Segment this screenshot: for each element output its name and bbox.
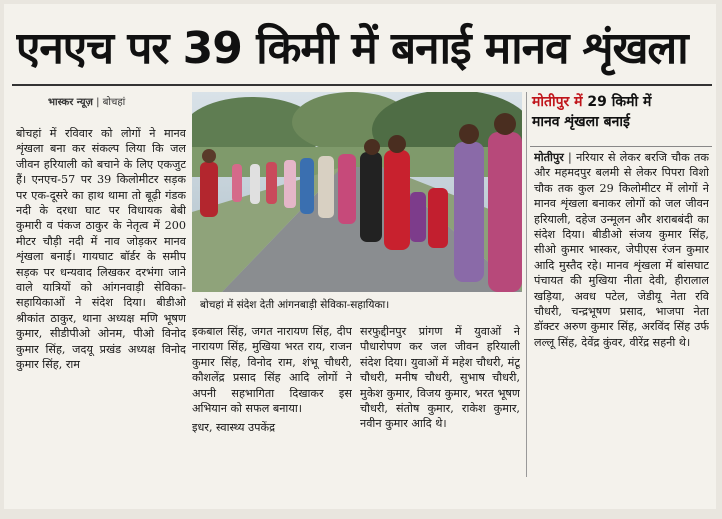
column-2-tail: इधर, स्वास्थ्य उपकेंद्र <box>192 421 276 435</box>
news-photo <box>192 92 522 292</box>
sidebar-title-red: मोतीपुर में <box>532 94 583 110</box>
column-divider <box>526 92 527 477</box>
human-chain-photo <box>192 92 522 292</box>
byline <box>48 94 125 108</box>
byline-separator: | <box>96 97 100 108</box>
sidebar-title-part2: मानव शृंखला बनाई <box>532 114 630 130</box>
newspaper-clipping <box>4 4 716 509</box>
column-2-text: इकबाल सिंह, जगत नारायण सिंह, दीप नारायण सिंह, मुखिया भरत राय, राजन कुमार सिंह, विनोद राम, शंभू चौधरी, कौशलेंद्र प्रसाद सिंह आदि लोगों ने अपनी सहभागिता दिखाकर इस अभियान को सफल बनाया। <box>192 325 352 416</box>
photo-caption: बोचहां में संदेश देती आंगनबाड़ी सेविका-सहायिका। <box>200 299 390 311</box>
article-column-2 <box>192 324 352 474</box>
headline-rule <box>12 84 712 86</box>
byline-source: भास्कर न्यूज़ <box>48 97 93 108</box>
sidebar-title-part1: 29 किमी में <box>587 94 652 110</box>
column-3-text: सरफुद्दीनपुर प्रांगण में युवाओं ने पौधारोपण कर जल जीवन हरियाली संदेश दिया। युवाओं में महेश चौधरी, मंटू चौधरी, मनीष चौधरी, सुभाष चौधरी, मुकेश कुमार, विजय कुमार, भरत भूषण चौधरी, संतोष कुमार, राकेश कुमार, नवीन कुमार आदि थे। <box>360 325 520 431</box>
article-column-3 <box>360 324 520 474</box>
sidebar-text <box>534 150 709 350</box>
article-column-1 <box>16 126 186 466</box>
column-1-text: बोचहां में रविवार को लोगों ने मानव शृंखला बना कर संकल्प लिया कि जल जीवन हरियाली को बचाने के लिए एकजुट हैं। एनएच-57 पर 39 किलोमीटर सड़क पर एक-दूसरे का हाथ थामा तो बूढ़ी गंडक नदी के दरधा घाट पर विधायक बेबी कुमारी व पंकज ठाकुर के नेतृत्व में 200 मीटर चौड़ी नदी में नाव जोड़कर मानव शृंखला बनाई। गायघाट बॉर्डर के समीप सड़क पर धन्यवाद लिखकर दरभंगा जाने वाले यात्रियों को आंगनवाड़ी सेविका-सहायिकाओं ने संदेश दिया। बीडीओ श्रीकांत ठाकुर, थाना अध्यक्ष मणि भूषण कुमार, सीडीपीओ ओनम, पीओ विनोद कुमार सिंह, जदयू प्रखंड अध्यक्ष विनोद कुमार सिंह, राम <box>16 127 186 372</box>
sidebar-body: | नरियार से लेकर बरजि चौक तक और महमदपुर बलमी से लेकर पिपरा विशो चौक तक कुल 29 किलोमीटर में लोगों ने मानव शृंखला बनाकर लोगों को जल जीवन हरियाली, दहेज उन्मूलन और शराबबंदी का संदेश दिया। बीडीओ संजय कुमार सिंह, सीओ कुमार भास्कर, जेपीएस रंजन कुमार आदि मुस्तैद रहे। मानव शृंखला में बांसघाट पंचायत की मुखिया नीता देवी, हीरालाल खड़िया, अवध पटेल, जेडीयू नेता रवि चौधरी, चन्द्रभूषण प्रसाद, भाजपा नेता डॉक्टर अरुण कुमार सिंह, अरविंद सिंह उर्फ लल्लू सिंह, देवेंद्र कुंवर, वीरेंद्र सहनी थे। <box>534 151 709 349</box>
sidebar-rule <box>530 146 712 147</box>
headline: एनएच पर 39 किमी में बनाई मानव शृंखला <box>16 23 688 74</box>
sidebar-place: मोतीपुर <box>534 150 564 164</box>
sidebar-column <box>534 150 709 470</box>
byline-place: बोचहां <box>102 97 126 108</box>
sidebar-title <box>532 92 712 142</box>
